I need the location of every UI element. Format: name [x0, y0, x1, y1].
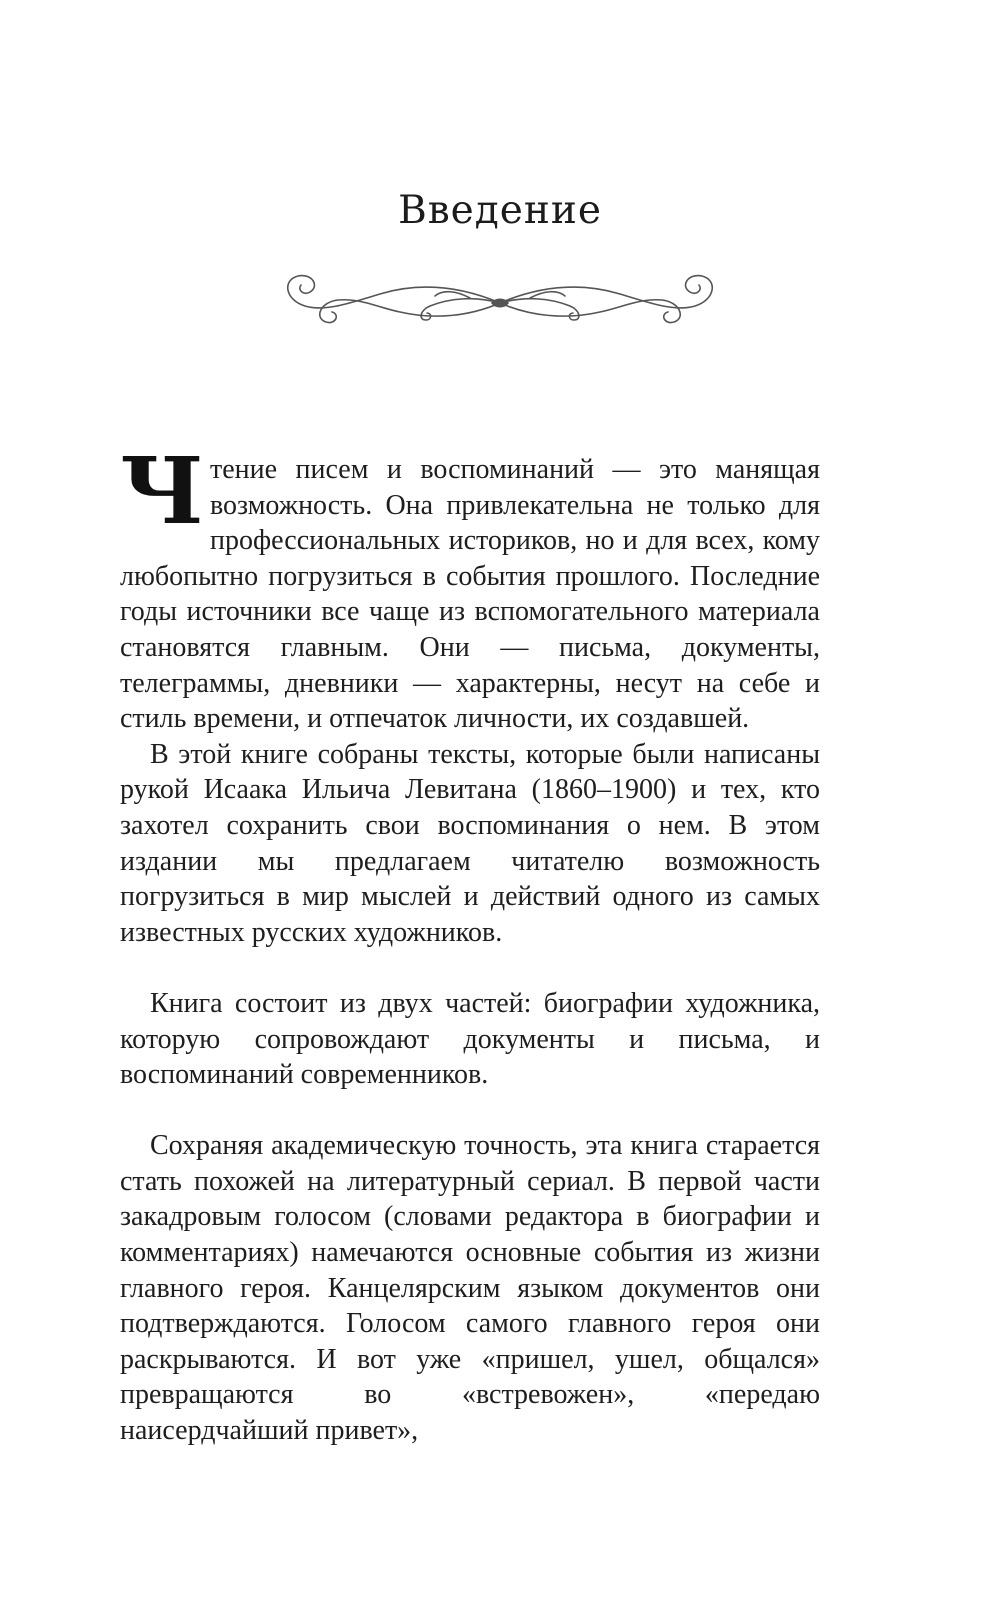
- paragraph-3: Книга состоит из двух частей: биографии художника, которую сопровождают документы и письма, и воспоминаний современников.: [120, 987, 820, 1091]
- drop-cap: Ч: [120, 437, 205, 545]
- flourish-ornament-icon: [270, 268, 730, 338]
- page-title: Введение: [398, 188, 602, 233]
- paragraph-2: В этой книге собраны тексты, которые были написаны рукой Исаака Ильича Левитана (1860–1900) и тех, кто захотел сохранить свои воспоминания о нем. В этом издании мы предлагаем читателю возможность погрузиться в мир мыслей и действий одного из самых известных русских художников.: [120, 738, 820, 948]
- paragraph-4: Сохраняя академическую точность, эта книга старается стать похожей на литературный сериал. В первой части закадровым голосом (словами редактора в биографии и комментариях) намечаются основные события из жизни главного героя. Канцелярским языком документов они подтверждаются. Голосом самого главного героя они раскрываются. И вот уже «пришел, ушел, общался» превращаются во «встревожен», «передаю наисердчайший привет»,: [120, 1130, 820, 1447]
- paragraph-1-text: тение писем и воспоминаний — это манящая возможность. Она привлекательна не только для профессиональных историков, но и для всех, кому любопытно погрузиться в события прошлого. Последние годы источники все чаще из вспомогательного материала становятся главным. Они — письма, документы, телеграммы, дневники — характерны, несут на себе и стиль времени, и отпечаток личности, их создавшей.: [120, 454, 820, 735]
- paragraph-1: [120, 437, 820, 737]
- body-text: [120, 437, 820, 1449]
